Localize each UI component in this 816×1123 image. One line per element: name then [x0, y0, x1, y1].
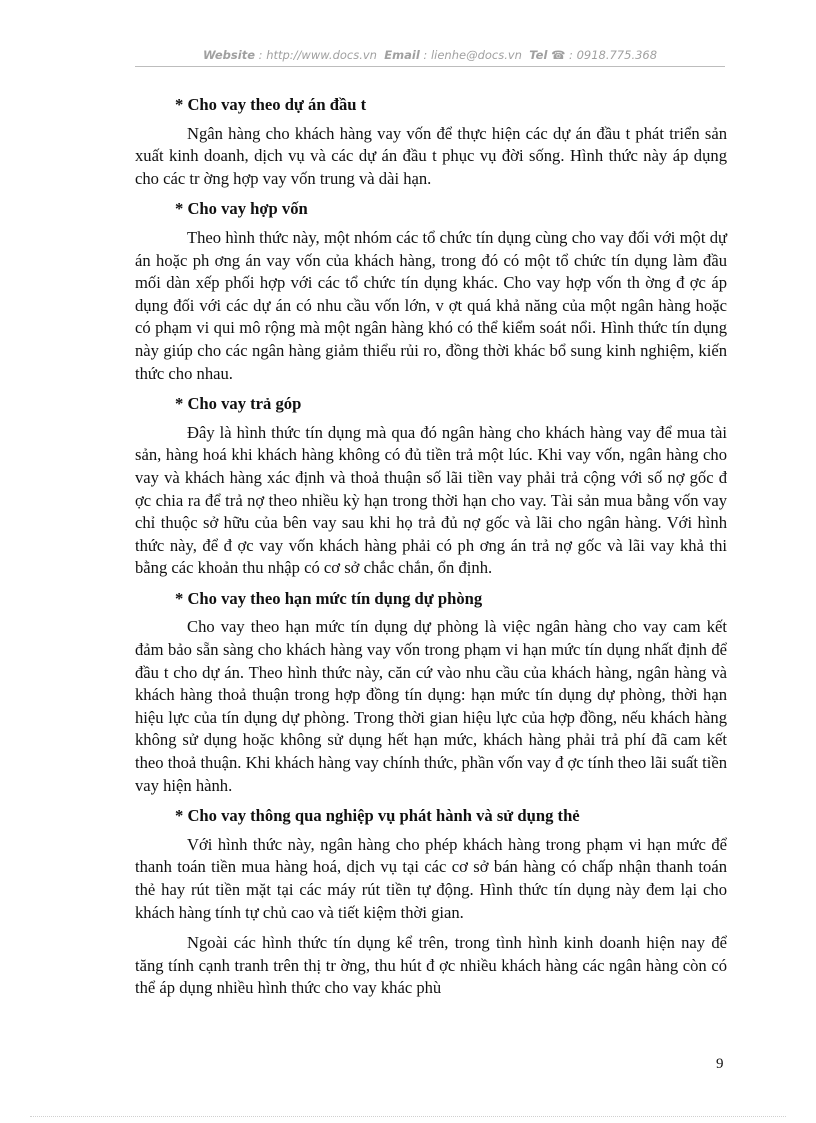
- section-heading-4: * Cho vay theo hạn mức tín dụng dự phòng: [175, 588, 483, 608]
- section-paragraph: Theo hình thức này, một nhóm các tổ chức tín dụng cùng cho vay đối với một dự án hoặc ph ơng án vay vốn của khách hàng, trong đó có một tổ chức tín dụng làm đầu mối dàn xếp phối hợp với các tổ chức tín dụng khác. Cho vay hợp vốn th ờng đ ợc áp dụng đối với các dự án có nhu cầu vốn lớn, v ợt quá khả năng của một ngân hàng hoặc có phạm vi qui mô rộng mà một ngân hàng khó có thể kiểm soát nổi. Hình thức tín dụng này giúp cho các ngân hàng giảm thiểu rủi ro, đồng thời khác bổ sung kinh nghiệm, kiến thức cho nhau.: [135, 227, 727, 383]
- page-number: 9: [716, 1056, 724, 1072]
- section-heading-1: * Cho vay theo dự án đầu t: [175, 95, 367, 114]
- tel-value: ☎ : 0918.775.368: [551, 48, 658, 62]
- section-paragraph: Ngân hàng cho khách hàng vay vốn để thực hiện các dự án đầu t phát triển sản xuất kinh doanh, dịch vụ và các dự án đầu t phục vụ đời sống. Hình thức này áp dụng cho các tr ờng hợp vay vốn trung và dài hạn.: [135, 123, 727, 188]
- section-paragraph: Đây là hình thức tín dụng mà qua đó ngân hàng cho khách hàng vay để mua tài sản, hàng hoá khi khách hàng không có đủ tiền trả một lúc. Khi vay vốn, ngân hàng cho vay và khách hàng xác định và thoả thuận số lãi tiền vay phải trả cộng với số nợ gốc đ ợc chia ra để trả nợ theo nhiều kỳ hạn trong thời hạn cho vay. Tài sản mua bằng vốn vay chỉ thuộc sở hữu của bên vay sau khi họ trả đủ nợ gốc và lãi cho ngân hàng. Với hình thức này, để đ ợc vay vốn khách hàng phải có ph ơng án trả nợ gốc và lãi vay khả thi bằng các khoản thu nhập có cơ sở chắc chắn, ổn định.: [135, 422, 727, 578]
- body-text: [135, 94, 727, 1008]
- header-divider: [135, 66, 725, 67]
- page-header: [135, 48, 725, 62]
- footer-divider: [30, 1116, 786, 1117]
- email-value: : lienhe@docs.vn: [423, 48, 522, 62]
- section-paragraph: Cho vay theo hạn mức tín dụng dự phòng là việc ngân hàng cho vay cam kết đảm bảo sẵn sàng cho khách hàng vay vốn trong phạm vi hạn mức tín dụng nhất định để đầu t cho dự án. Theo hình thức này, căn cứ vào nhu cầu của khách hàng, ngân hàng và khách hàng thoả thuận trong hợp đồng tín dụng: hạn mức tín dụng dự phòng, thời hạn hiệu lực của tín dụng dự phòng. Trong thời gian hiệu lực của hợp đồng, nếu khách hàng không sử dụng hoặc không sử dụng hết hạn mức, khách hàng phải trả phí đã cam kết theo thoả thuận. Khi khách hàng vay chính thức, phần vốn vay đ ợc tính theo lãi suất tiền vay hiện hành.: [135, 617, 727, 795]
- section-heading-5: * Cho vay thông qua nghiệp vụ phát hành và sử dụng thẻ: [175, 806, 580, 826]
- section-heading-3: * Cho vay trả góp: [175, 394, 302, 414]
- tel-label: Tel: [529, 48, 548, 62]
- email-label: Email: [384, 48, 420, 62]
- section-heading-2: * Cho vay hợp vốn: [175, 199, 308, 219]
- website-value: : http://www.docs.vn: [258, 48, 377, 62]
- section-paragraph: Với hình thức này, ngân hàng cho phép khách hàng trong phạm vi hạn mức để thanh toán tiền mua hàng hoá, dịch vụ tại các cơ sở bán hàng có chấp nhận thanh toán thẻ hay rút tiền mặt tại các máy rút tiền tự động. Hình thức tín dụng này đem lại cho khách hàng tính tự chủ cao và tiết kiệm thời gian.: [135, 834, 727, 922]
- website-label: Website: [202, 48, 256, 62]
- section-paragraph: Ngoài các hình thức tín dụng kể trên, trong tình hình kinh doanh hiện nay để tăng tính cạnh tranh trên thị tr ờng, thu hút đ ợc nhiều khách hàng các ngân hàng còn có thể áp dụng nhiều hình thức cho vay khác phù: [135, 933, 727, 998]
